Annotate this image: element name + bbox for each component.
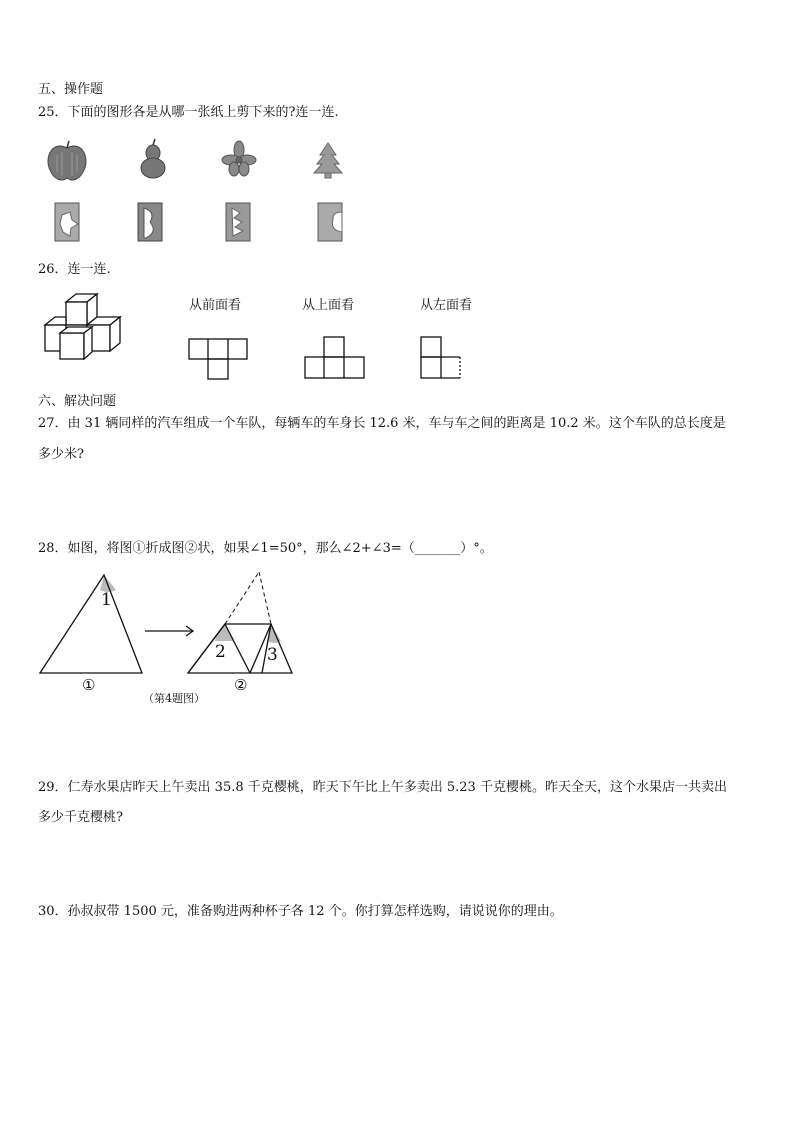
- section-6-title: 六、解决问题: [38, 394, 117, 409]
- figure-caption: （第4题图）: [143, 692, 205, 705]
- figure-1-label: ①: [82, 676, 96, 694]
- view-front-label: 从前面看: [189, 298, 242, 313]
- angle-1-label: 1: [101, 590, 112, 610]
- view-left-label: 从左面看: [420, 298, 473, 313]
- question-25-text: 25．下面的图形各是从哪一张纸上剪下来的?连一连.: [38, 105, 339, 120]
- angle-2-label: 2: [215, 642, 226, 662]
- question-30-text: 30．孙叔叔带 1500 元，准备购进两种杯子各 12 个。你打算怎样选购，请说说你的理由。: [38, 904, 563, 919]
- question-26-text: 26．连一连.: [38, 262, 111, 277]
- view-top-label: 从上面看: [302, 298, 355, 313]
- question-29-line1: 29．仁寿水果店昨天上午卖出 35.8 千克樱桃，昨天下午比上午多卖出 5.23 千克樱桃。昨天全天，这个水果店一共卖出: [38, 780, 727, 795]
- arrow-icon: [145, 626, 193, 636]
- figure-1-triangle: [40, 575, 142, 673]
- question-28-text: 28．如图，将图①折成图②状，如果∠1=50°，那么∠2+∠3=（_______）°。: [38, 541, 493, 556]
- figure-2-label: ②: [234, 676, 248, 694]
- section-5-title: 五、操作题: [38, 82, 104, 97]
- question-29-line2: 多少千克樱桃?: [38, 810, 123, 825]
- question-27-line1: 27．由 31 辆同样的汽车组成一个车队，每辆车的车身长 12.6 米，车与车之间的距离是 10.2 米。这个车队的总长度是: [38, 416, 726, 431]
- question-27-line2: 多少米?: [38, 447, 84, 462]
- angle-3-label: 3: [267, 645, 278, 665]
